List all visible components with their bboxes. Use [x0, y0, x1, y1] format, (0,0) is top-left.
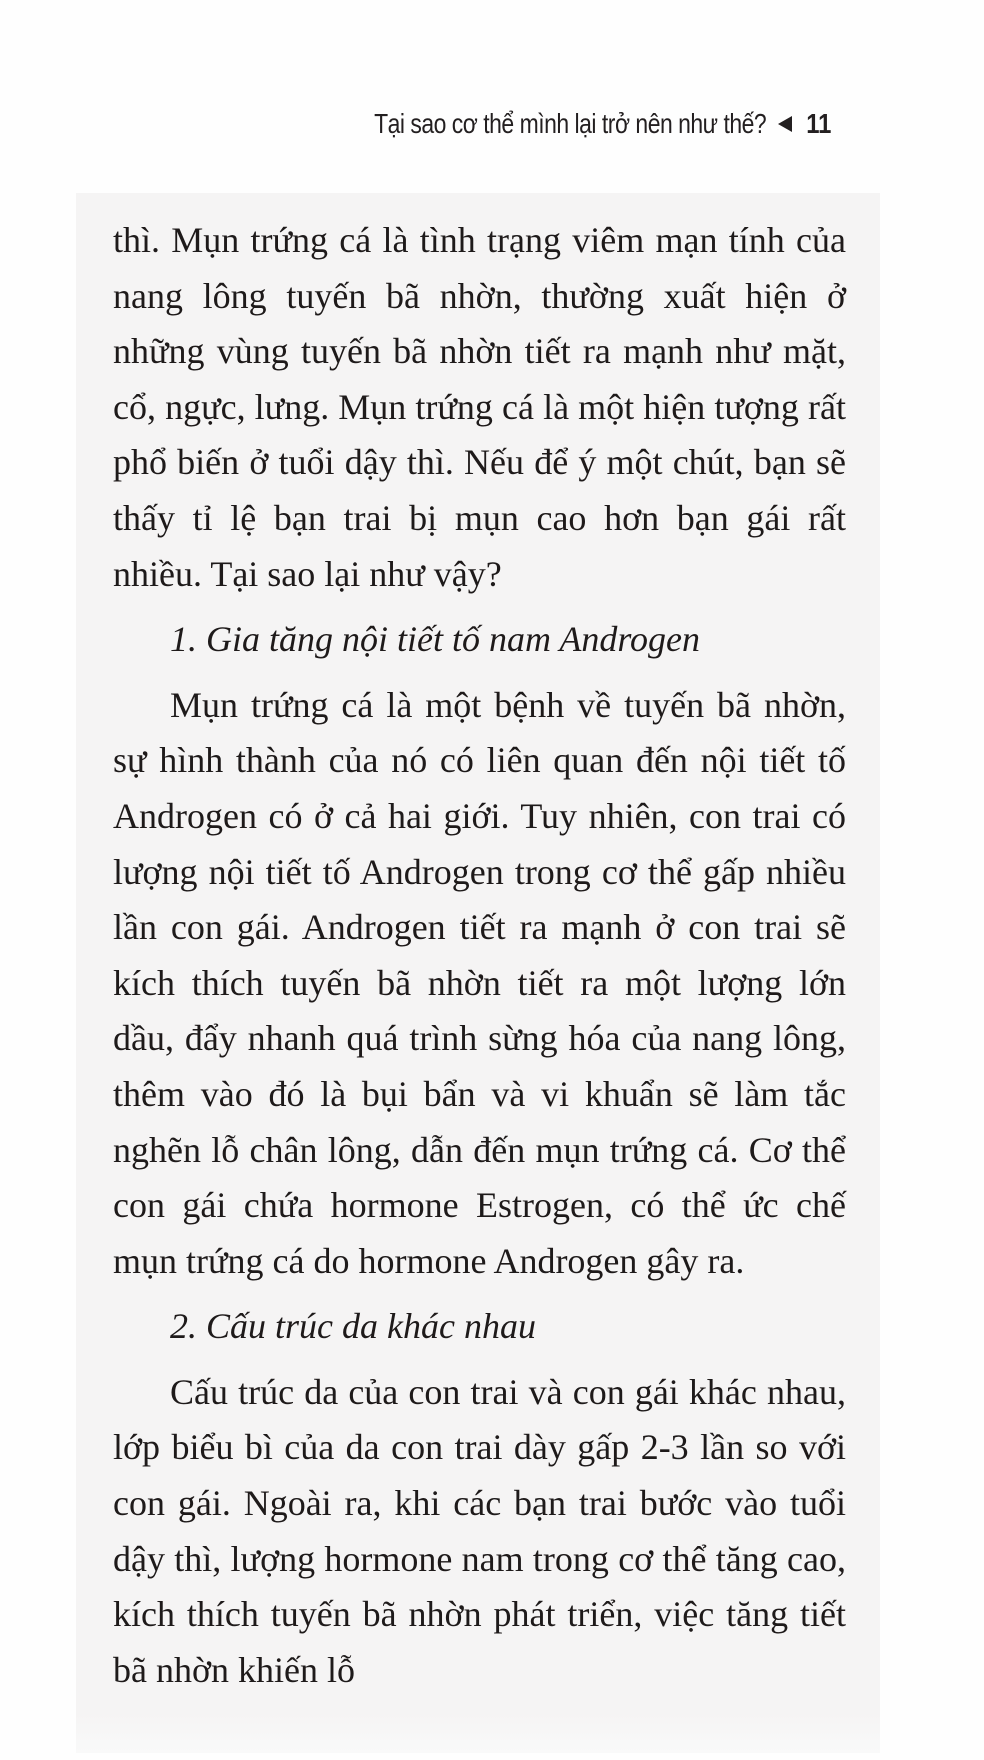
- chapter-title: Tại sao cơ thể mình lại trở nên như thế?: [374, 108, 767, 139]
- body-text: [113, 213, 846, 1698]
- paragraph: Mụn trứng cá là một bệnh về tuyến bã nhờn, sự hình thành của nó có liên quan đến nội tiết tố Androgen có ở cả hai giới. Tuy nhiên, con trai có lượng nội tiết tố Androgen trong cơ thể gấp nhiều lần con gái. Androgen tiết ra mạnh ở con trai sẽ kích thích tuyến bã nhờn tiết ra một lượng lớn dầu, đẩy nhanh quá trình sừng hóa của nang lông, thêm vào đó là bụi bẩn và vi khuẩn sẽ làm tắc nghẽn lỗ chân lông, dẫn đến mụn trứng cá. Cơ thể con gái chứa hormone Estrogen, có thể ức chế mụn trứng cá do hormone Androgen gây ra.: [113, 684, 846, 1281]
- paragraph-continued: thì. Mụn trứng cá là tình trạng viêm mạn tính của nang lông tuyến bã nhờn, thường xuất hiện ở những vùng tuyến bã nhờn tiết ra mạnh như mặt, cổ, ngực, lưng. Mụn trứng cá là một hiện tượng rất phổ biến ở tuổi dậy thì. Nếu để ý một chút, bạn sẽ thấy tỉ lệ bạn trai bị mụn cao hơn bạn gái rất nhiều. Tại sao lại như vậy?: [113, 220, 846, 594]
- section-heading-2: 2. Cấu trúc da khác nhau: [170, 1306, 536, 1347]
- left-arrow-icon: [778, 116, 792, 132]
- running-header: [288, 104, 834, 144]
- page-number: 11: [806, 108, 832, 139]
- paragraph: Cấu trúc da của con trai và con gái khác nhau, lớp biểu bì của da con trai dày gấp 2-3 lần so với con gái. Ngoài ra, khi các bạn trai bước vào tuổi dậy thì, lượng hormone nam trong cơ thể tăng cao, kích thích tuyến bã nhờn phát triển, việc tăng tiết bã nhờn khiến lỗ: [113, 1371, 846, 1690]
- section-heading-1: 1. Gia tăng nội tiết tố nam Androgen: [170, 619, 700, 660]
